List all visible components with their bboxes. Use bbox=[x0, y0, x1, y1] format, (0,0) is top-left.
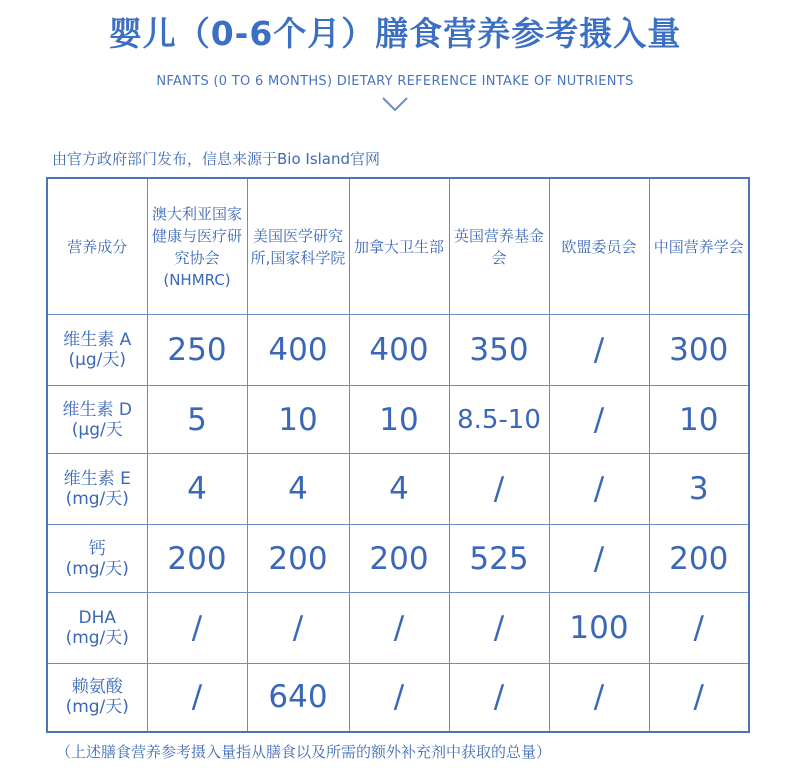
nutrient-unit: (μg/天) bbox=[68, 350, 127, 371]
table-cell: 10 bbox=[247, 385, 349, 453]
nutrient-name: 维生素 D bbox=[62, 399, 132, 420]
table-cell: / bbox=[349, 593, 449, 664]
table-cell: 400 bbox=[349, 315, 449, 386]
table-cell: / bbox=[649, 663, 749, 732]
table-row bbox=[47, 385, 749, 453]
table-cell: / bbox=[449, 593, 549, 664]
row-nutrient-label bbox=[47, 524, 147, 592]
header-nutrient: 营养成分 bbox=[47, 178, 147, 315]
table-cell: 200 bbox=[247, 524, 349, 592]
nutrient-name: DHA bbox=[78, 608, 116, 629]
header-chinese-nutrition: 中国营养学会 bbox=[649, 178, 749, 315]
chevron-down-icon bbox=[380, 94, 410, 114]
table-cell: 400 bbox=[247, 315, 349, 386]
header-eu-commission: 欧盟委员会 bbox=[549, 178, 649, 315]
table-cell: 200 bbox=[349, 524, 449, 592]
header-british-nutrition: 英国营养基金会 bbox=[449, 178, 549, 315]
table-cell: / bbox=[449, 663, 549, 732]
table-cell: 3 bbox=[649, 454, 749, 525]
table-cell: 350 bbox=[449, 315, 549, 386]
table-cell: 4 bbox=[349, 454, 449, 525]
table-cell: / bbox=[549, 315, 649, 386]
table-cell: 4 bbox=[247, 454, 349, 525]
table-row bbox=[47, 524, 749, 592]
row-nutrient-label bbox=[47, 385, 147, 453]
table-cell: / bbox=[649, 593, 749, 664]
table-cell: / bbox=[147, 663, 247, 732]
table-row bbox=[47, 315, 749, 386]
table-cell: / bbox=[549, 385, 649, 453]
nutrient-unit: (mg/天) bbox=[65, 558, 129, 579]
row-nutrient-label bbox=[47, 315, 147, 386]
table-cell: 100 bbox=[549, 593, 649, 664]
table-cell: / bbox=[449, 454, 549, 525]
table-cell: 4 bbox=[147, 454, 247, 525]
table-cell: 8.5-10 bbox=[449, 385, 549, 453]
header-health-canada: 加拿大卫生部 bbox=[349, 178, 449, 315]
nutrient-unit: (mg/天) bbox=[65, 628, 129, 649]
table-cell: 250 bbox=[147, 315, 247, 386]
page-subtitle: NFANTS (0 TO 6 MONTHS) DIETARY REFERENCE INTAKE OF NUTRIENTS bbox=[156, 74, 634, 89]
nutrient-unit: (mg/天) bbox=[65, 489, 129, 510]
table-cell: 10 bbox=[349, 385, 449, 453]
header-us-iom: 美国医学研究所,国家科学院 bbox=[247, 178, 349, 315]
table-cell: 200 bbox=[147, 524, 247, 592]
nutrient-name: 维生素 A bbox=[63, 330, 132, 351]
nutrient-name: 维生素 E bbox=[63, 469, 131, 490]
row-nutrient-label bbox=[47, 454, 147, 525]
table-cell: / bbox=[549, 663, 649, 732]
row-nutrient-label bbox=[47, 593, 147, 664]
table-body bbox=[47, 315, 749, 732]
nutrient-unit: (mg/天) bbox=[65, 697, 129, 718]
table-cell: / bbox=[349, 663, 449, 732]
table-row bbox=[47, 454, 749, 525]
nutrient-unit: (μg/天 bbox=[71, 419, 123, 440]
table-cell: 10 bbox=[649, 385, 749, 453]
table-row bbox=[47, 593, 749, 664]
table-cell: / bbox=[147, 593, 247, 664]
table-cell: 525 bbox=[449, 524, 549, 592]
table-cell: 640 bbox=[247, 663, 349, 732]
page-title: 婴儿（0-6个月）膳食营养参考摄入量 bbox=[108, 14, 682, 53]
nutrient-table bbox=[46, 177, 750, 733]
table-cell: / bbox=[549, 524, 649, 592]
table-row bbox=[47, 663, 749, 732]
table-cell: 300 bbox=[649, 315, 749, 386]
footnote: （上述膳食营养参考摄入量指从膳食以及所需的额外补充剂中获取的总量） bbox=[56, 743, 552, 761]
source-note: 由官方政府部门发布，信息来源于Bio Island官网 bbox=[52, 150, 381, 168]
table-cell: / bbox=[247, 593, 349, 664]
table-cell: / bbox=[549, 454, 649, 525]
nutrient-name: 赖氨酸 bbox=[71, 677, 123, 698]
row-nutrient-label bbox=[47, 663, 147, 732]
table-header-row bbox=[47, 178, 749, 315]
header-nhmrc: 澳大利亚国家健康与医疗研究协会(NHMRC) bbox=[147, 178, 247, 315]
table-cell: 5 bbox=[147, 385, 247, 453]
table-cell: 200 bbox=[649, 524, 749, 592]
nutrient-name: 钙 bbox=[88, 538, 106, 559]
